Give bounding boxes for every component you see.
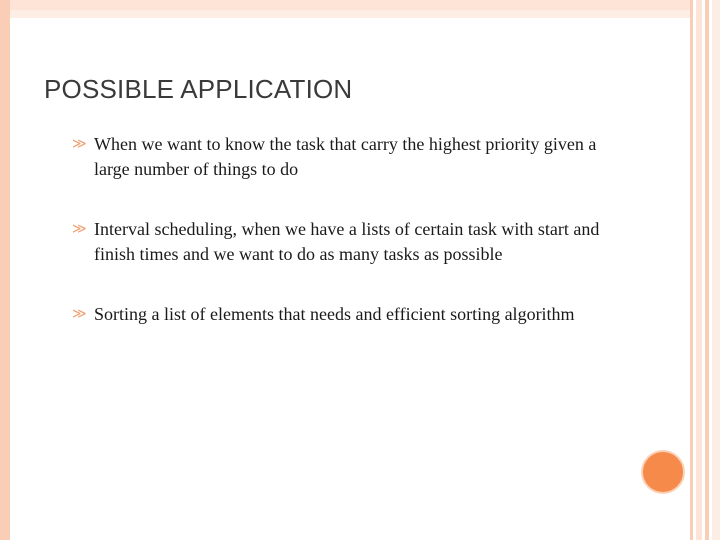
decorative-circle <box>641 450 685 494</box>
right-stripe <box>705 0 709 540</box>
bullet-list <box>72 132 632 362</box>
slide-title: POSSIBLE APPLICATION <box>44 74 353 104</box>
right-stripe <box>696 0 702 540</box>
double-chevron-right-icon: ≫ <box>72 137 87 152</box>
right-stripe <box>712 0 720 540</box>
right-stripe <box>690 0 693 540</box>
left-border <box>0 0 10 540</box>
bullet-text: Sorting a list of elements that needs and efficient sorting algorithm <box>94 304 575 324</box>
top-border-inner <box>10 10 690 18</box>
bullet-text: When we want to know the task that carry the highest priority given a large number of things to do <box>94 134 597 179</box>
bullet-item <box>72 302 632 327</box>
bullet-text: Interval scheduling, when we have a lists of certain task with start and finish times and we want to do as many tasks as possible <box>94 219 600 264</box>
bullet-item <box>72 217 632 267</box>
double-chevron-right-icon: ≫ <box>72 307 87 322</box>
top-border <box>10 0 690 10</box>
bullet-item <box>72 132 632 182</box>
double-chevron-right-icon: ≫ <box>72 222 87 237</box>
